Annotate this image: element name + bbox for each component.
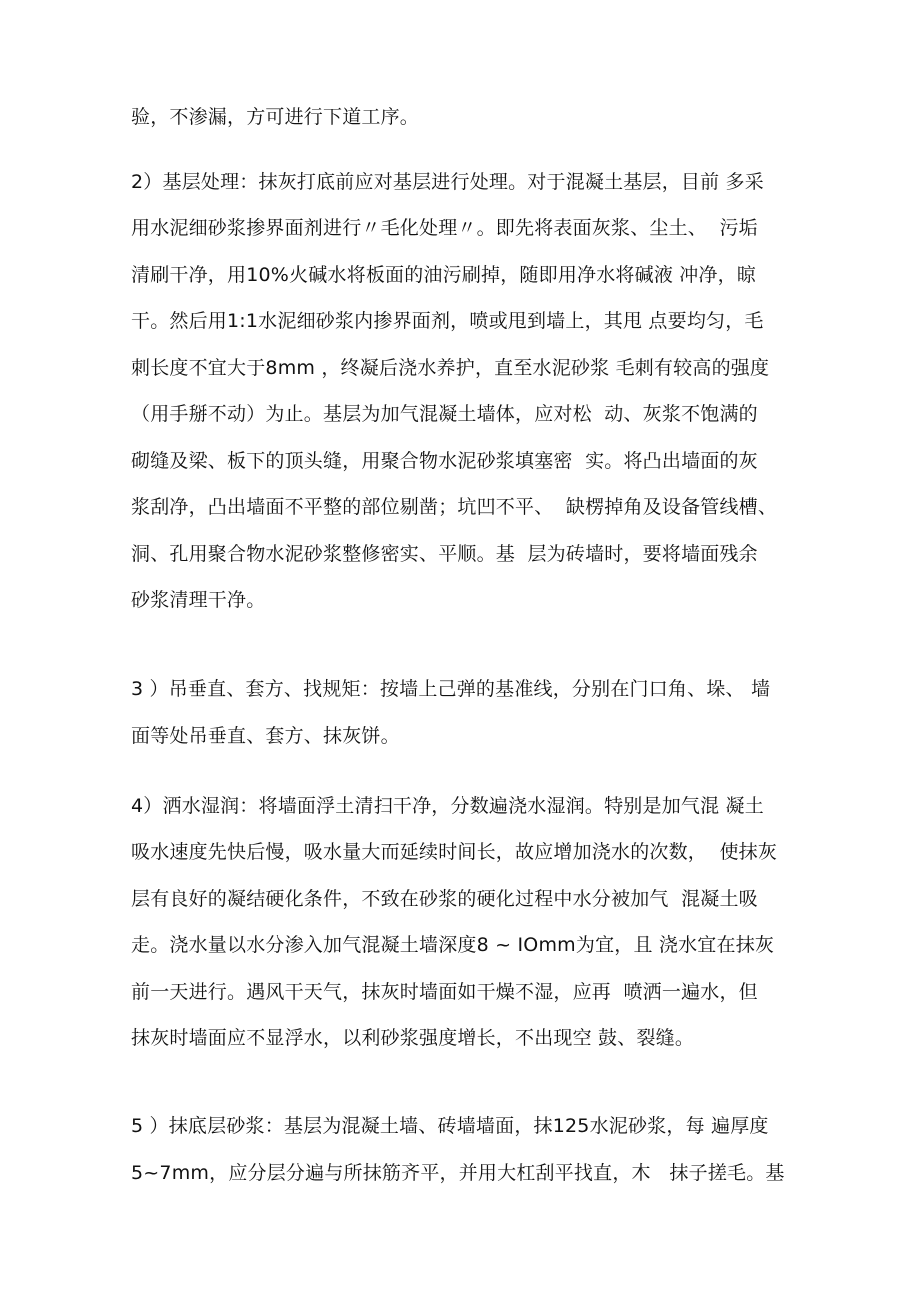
text-line: 砂浆清理干净。 [131,589,266,611]
text-line: 3 ）吊垂直、套方、找规矩：按墙上己弹的基准线，分别在门口角、垛、 墙 [131,678,771,700]
text-line: 前一天进行。遇风干天气，抹灰时墙面如干燥不湿，应再 喷洒一遍水，但 [131,981,758,1003]
text-line: 面等处吊垂直、套方、抹灰饼。 [131,725,400,747]
text-line: 刺长度不宜大于8mm ，终凝后浇水养护，直至水泥砂浆 毛刺有较高的强度 [131,357,770,379]
text-line: 砌缝及梁、板下的顶头缝，用聚合物水泥砂浆填塞密 实。将凸出墙面的灰 [131,450,758,472]
text-line: 5~7mm，应分层分遍与所抹筋齐平，并用大杠刮平找直，木 抹子搓毛。基 [131,1162,785,1184]
text-line: 抹灰时墙面应不显浮水，以利砂浆强度增长，不出现空 鼓、裂缝。 [131,1027,695,1049]
text-line: 2）基层处理：抹灰打底前应对基层进行处理。对于混凝土基层，目前 多采 [131,171,764,193]
text-line: 4）洒水湿润：将墙面浮土清扫干净，分数遍浇水湿润。特别是加气混 凝土 [131,795,764,817]
text-line: 洞、孔用聚合物水泥砂浆整修密实、平顺。基 层为砖墙时，要将墙面残余 [131,543,758,565]
text-line: 干。然后用1:1水泥细砂浆内掺界面剂，喷或甩到墙上，其甩 点要均匀，毛 [131,310,764,332]
text-line: 浆刮净，凸出墙面不平整的部位剔凿；坑凹不平、 缺楞掉角及设备管线槽、 [131,496,778,518]
text-line: 用水泥细砂浆掺界面剂进行〃毛化处理〃。即先将表面灰浆、尘土、 污垢 [131,217,758,239]
text-line: 5 ）抹底层砂浆：基层为混凝土墙、砖墙墙面，抹125水泥砂浆，每 遍厚度 [131,1115,769,1137]
text-line: 清刷干净，用10%火碱水将板面的油污刷掉，随即用净水将碱液 冲净，晾 [131,264,757,286]
text-line: 走。浇水量以水分渗入加气混凝土墙深度8 ~ IOmm为宜，且 浇水宜在抹灰 [131,934,775,956]
text-line: 验，不渗漏，方可进行下道工序。 [131,106,420,128]
text-line: 吸水速度先快后慢，吸水量大而延续时间长，故应增加浇水的次数， 使抹灰 [131,841,778,863]
text-line: 层有良好的凝结硬化条件，不致在砂浆的硬化过程中水分被加气 混凝土吸 [131,888,758,910]
text-line: （用手掰不动）为止。基层为加气混凝土墙体，应对松 动、灰浆不饱满的 [131,403,758,425]
